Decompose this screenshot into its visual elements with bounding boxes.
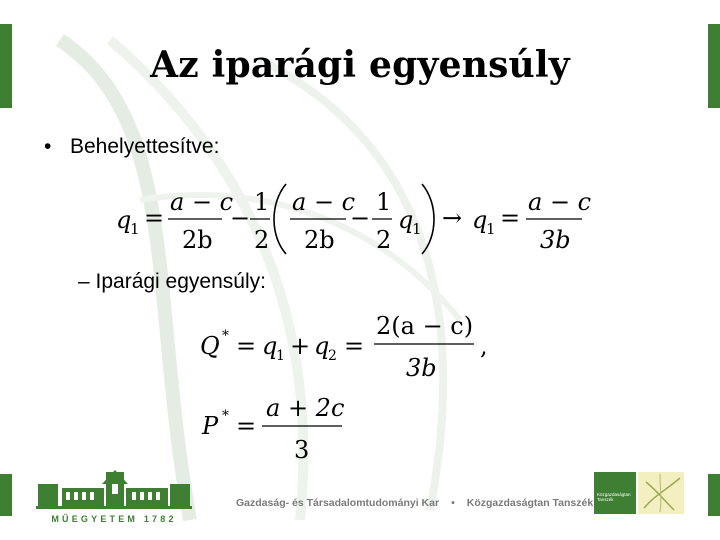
bullet-text: Behelyettesítve:: [70, 135, 220, 158]
footer-department: Közgazdaságtan Tanszék: [466, 497, 594, 509]
eq1-q-result: q: [472, 206, 488, 234]
eq1-result-num: a − c: [528, 188, 592, 216]
equation-substitution: [110, 178, 590, 258]
eq1-result-den: 3b: [540, 226, 571, 254]
eq1-q: q: [116, 206, 132, 234]
department-logo: [638, 472, 684, 514]
eq2-num: 2(a − c): [376, 312, 474, 340]
department-badge: [594, 472, 636, 514]
eq1-frac1-den: 2b: [182, 226, 213, 254]
eq2-q1: q: [262, 332, 278, 360]
eq1-q-inner: q: [398, 206, 414, 234]
eq1-frac2-num: 1: [254, 188, 270, 216]
eq1-frac3-den: 2b: [304, 226, 335, 254]
equation-Q-star: [198, 310, 498, 386]
eq2-plus: +: [290, 332, 311, 360]
eq2-sub2: 2: [328, 348, 337, 364]
slide-title: Az iparági egyensúly: [150, 44, 570, 86]
eq3-num: a + 2c: [266, 394, 345, 422]
eq1-frac4-num: 1: [376, 188, 392, 216]
eq3-P: P: [202, 412, 219, 440]
eq2-star: *: [222, 328, 229, 344]
eq1-frac2-den: 2: [254, 226, 270, 254]
logo-text: MŰEGYETEM 1782: [51, 514, 177, 524]
eq2-equals2: =: [344, 332, 365, 360]
eq1-minus1: −: [230, 204, 251, 232]
eq2-comma: ,: [480, 332, 488, 360]
eq1-sub: 1: [130, 220, 140, 238]
eq2-den: 3b: [406, 354, 437, 382]
sub-bullet-iparagi-egyensuly: – Iparági egyensúly:: [78, 270, 266, 293]
eq2-Q: Q: [200, 332, 220, 360]
left-footer-accent-bar: [0, 474, 12, 516]
eq3-star: *: [222, 408, 229, 424]
eq1-equals2: =: [500, 204, 521, 232]
equation-P-star: [200, 394, 360, 466]
footer-faculty: Gazdaság- és Társadalomtudományi Kar: [236, 497, 440, 509]
eq1-equals: =: [144, 204, 165, 232]
eq1-minus2: −: [350, 204, 371, 232]
eq1-sub-inner: 1: [412, 220, 422, 238]
department-badge-text: Közgazdaságtan Tanszék: [597, 492, 631, 502]
eq3-den: 3: [294, 436, 310, 464]
eq1-frac4-den: 2: [376, 226, 392, 254]
eq1-sub-result: 1: [486, 220, 496, 238]
eq1-frac3-num: a − c: [292, 188, 356, 216]
eq2-equals: =: [236, 332, 257, 360]
footer-caption: [236, 497, 593, 509]
eq3-equals: =: [236, 412, 257, 440]
eq2-q2: q: [314, 332, 330, 360]
department-logo-icon: [638, 472, 684, 514]
eq2-sub1: 1: [276, 348, 285, 364]
bullet-behelyettesitve: [44, 135, 219, 159]
right-footer-accent-bar: [708, 474, 720, 516]
bullet-dot: •: [44, 135, 52, 158]
footer-separator: •: [451, 497, 455, 509]
university-logo: [36, 470, 192, 526]
eq1-frac1-num: a − c: [170, 188, 234, 216]
eq1-arrow: →: [442, 204, 463, 232]
